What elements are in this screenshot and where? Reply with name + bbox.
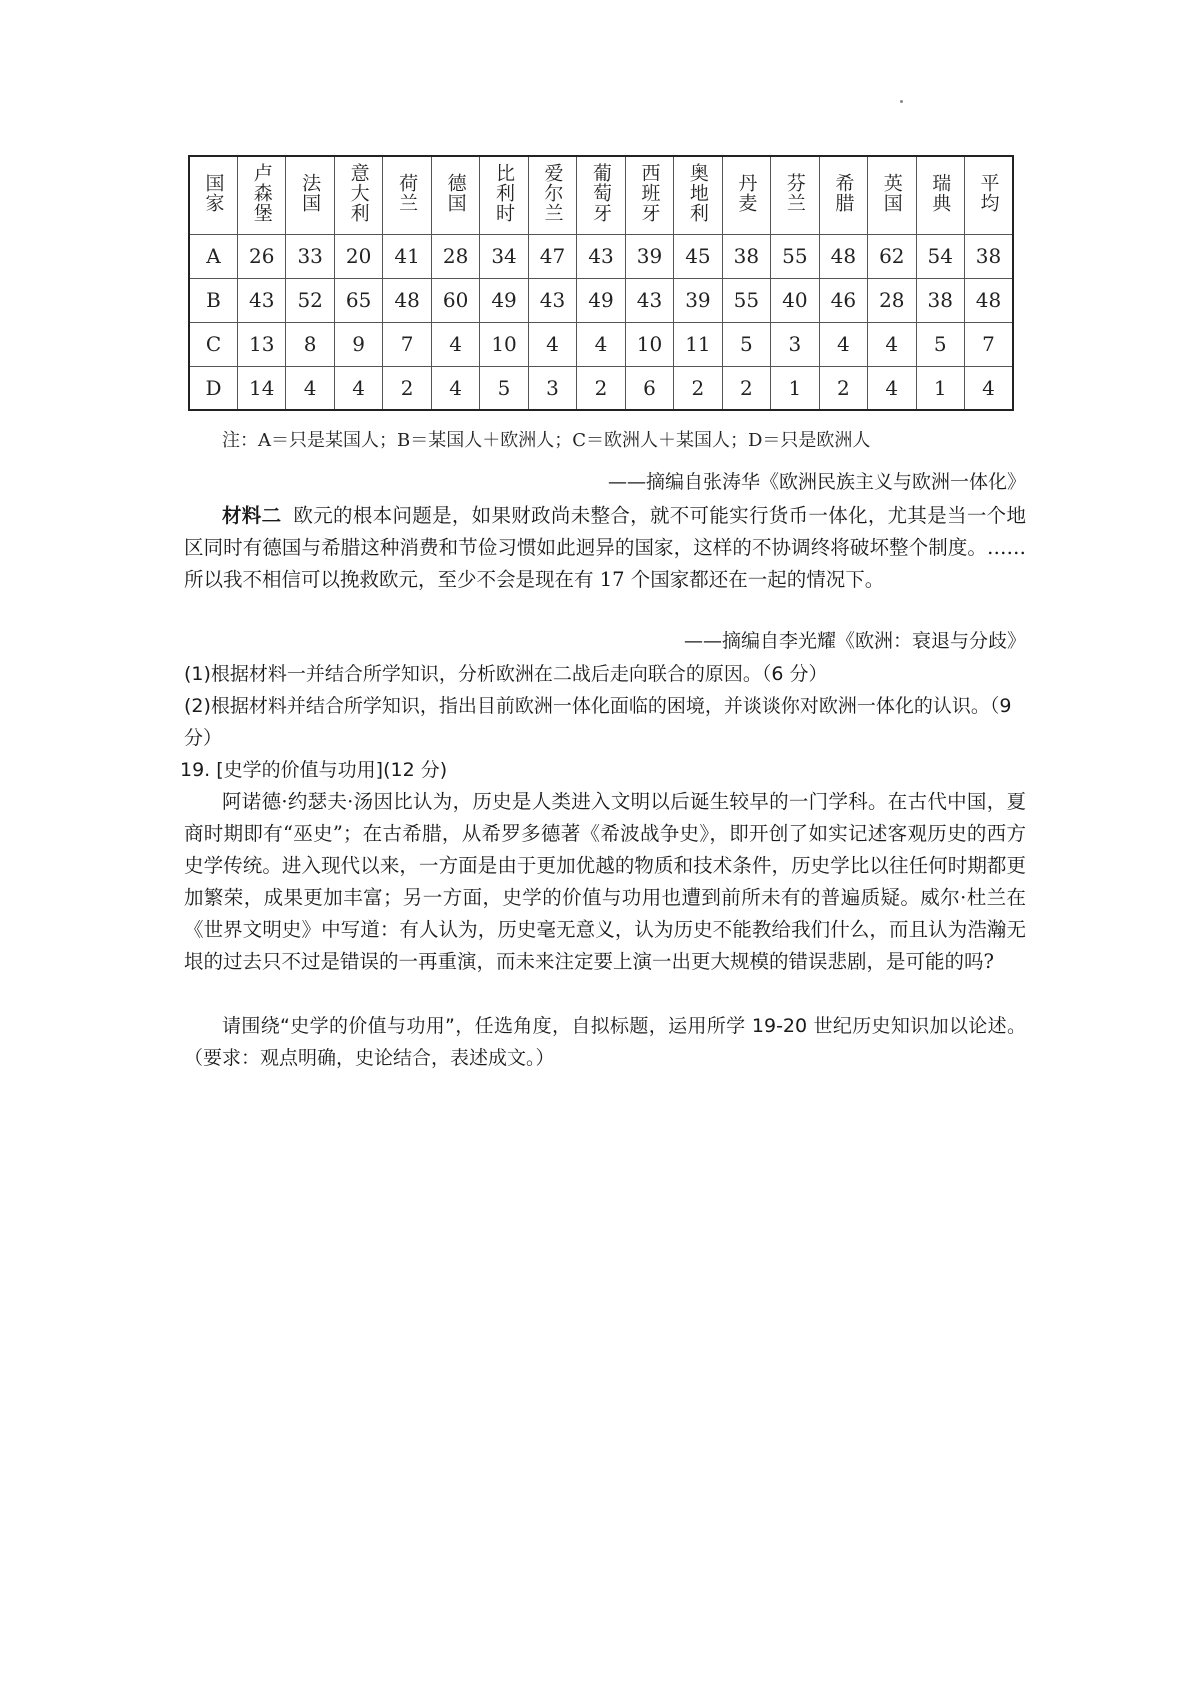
- value-cell: 38: [916, 278, 964, 322]
- value-cell: 10: [480, 322, 528, 366]
- header-label: 爱尔兰: [541, 162, 564, 223]
- header-cell: [480, 156, 528, 234]
- value-cell: 1: [916, 366, 964, 410]
- header-cell: [577, 156, 625, 234]
- row-label-cell: D: [189, 366, 237, 410]
- header-cell: [674, 156, 722, 234]
- header-cell: [722, 156, 770, 234]
- value-cell: 43: [577, 234, 625, 278]
- header-cell: [625, 156, 673, 234]
- value-cell: 49: [577, 278, 625, 322]
- value-cell: 33: [286, 234, 334, 278]
- value-cell: 11: [674, 322, 722, 366]
- value-cell: 7: [383, 322, 431, 366]
- nationality-identity-table: [188, 155, 1014, 411]
- row-label-cell: B: [189, 278, 237, 322]
- header-label: 奥地利: [686, 162, 709, 223]
- header-cell: [286, 156, 334, 234]
- value-cell: 4: [431, 322, 479, 366]
- value-cell: 40: [771, 278, 819, 322]
- row-label-cell: A: [189, 234, 237, 278]
- header-cell: [334, 156, 382, 234]
- header-label: 英国: [880, 172, 903, 213]
- value-cell: 13: [237, 322, 285, 366]
- material-2-label: 材料二: [222, 504, 282, 527]
- question-19-paragraph-1: 阿诺德·约瑟夫·汤因比认为，历史是人类进入文明以后诞生较早的一门学科。在古代中国，夏商时期即有“巫史”；在古希腊，从希罗多德著《希波战争史》，即开创了如实记述客观历史的西方史学传统。进入现代以来，一方面是由于更加优越的物质和技术条件，历史学比以往任何时期都更加繁荣，成果更加丰富；另一方面，史学的价值与功用也遭到前所未有的普遍质疑。威尔·杜兰在《世界文明史》中写道：有人认为，历史毫无意义，认为历史不能教给我们什么，而且认为浩瀚无垠的过去只不过是错误的一再重演，而未来注定要上演一出更大规模的错误悲剧，是可能的吗?: [184, 790, 1026, 973]
- value-cell: 4: [334, 366, 382, 410]
- value-cell: 55: [771, 234, 819, 278]
- data-table: [188, 155, 1014, 411]
- header-cell: [431, 156, 479, 234]
- value-cell: 28: [868, 278, 916, 322]
- row-label-cell: C: [189, 322, 237, 366]
- header-label: 平均: [977, 172, 1000, 213]
- value-cell: 10: [625, 322, 673, 366]
- value-cell: 28: [431, 234, 479, 278]
- material-2-text: 欧元的根本问题是，如果财政尚未整合，就不可能实行货币一体化，尤其是当一个地区同时有德国与希腊这种消费和节俭习惯如此迥异的国家，这样的不协调终将破坏整个制度。……所以我不相信可以挽救欧元，至少不会是现在有 17 个国家都还在一起的情况下。: [184, 504, 1026, 591]
- value-cell: 4: [819, 322, 867, 366]
- value-cell: 48: [819, 234, 867, 278]
- value-cell: 48: [965, 278, 1014, 322]
- header-cell: [383, 156, 431, 234]
- question-19-paragraph-2: 请围绕“史学的价值与功用”，任选角度，自拟标题，运用所学 19-20 世纪历史知识加以论述。（要求：观点明确，史论结合，表述成文。）: [184, 1015, 1026, 1069]
- value-cell: 8: [286, 322, 334, 366]
- header-label: 国家: [202, 172, 225, 213]
- value-cell: 38: [965, 234, 1014, 278]
- value-cell: 1: [771, 366, 819, 410]
- table-header-row: [189, 156, 1013, 234]
- value-cell: 5: [480, 366, 528, 410]
- header-label: 法国: [299, 172, 322, 213]
- value-cell: 49: [480, 278, 528, 322]
- value-cell: 60: [431, 278, 479, 322]
- table-row: [189, 322, 1013, 366]
- header-cell: [965, 156, 1014, 234]
- value-cell: 4: [431, 366, 479, 410]
- value-cell: 43: [625, 278, 673, 322]
- value-cell: 2: [722, 366, 770, 410]
- value-cell: 2: [819, 366, 867, 410]
- value-cell: 43: [528, 278, 576, 322]
- header-cell: [819, 156, 867, 234]
- value-cell: 5: [916, 322, 964, 366]
- value-cell: 55: [722, 278, 770, 322]
- value-cell: 3: [528, 366, 576, 410]
- header-label: 葡萄牙: [589, 162, 612, 223]
- value-cell: 39: [674, 278, 722, 322]
- value-cell: 34: [480, 234, 528, 278]
- header-label: 希腊: [832, 172, 855, 213]
- value-cell: 54: [916, 234, 964, 278]
- value-cell: 2: [577, 366, 625, 410]
- value-cell: 52: [286, 278, 334, 322]
- header-cell: [528, 156, 576, 234]
- value-cell: 43: [237, 278, 285, 322]
- value-cell: 14: [237, 366, 285, 410]
- value-cell: 45: [674, 234, 722, 278]
- value-cell: 46: [819, 278, 867, 322]
- table-row: [189, 366, 1013, 410]
- value-cell: 48: [383, 278, 431, 322]
- table-row: [189, 278, 1013, 322]
- value-cell: 4: [868, 366, 916, 410]
- header-cell: [771, 156, 819, 234]
- header-label: 意大利: [347, 162, 370, 223]
- source-citation-1: ——摘编自张涛华《欧洲民族主义与欧洲一体化》: [607, 471, 1026, 493]
- header-label: 芬兰: [783, 172, 806, 213]
- header-cell: [237, 156, 285, 234]
- scan-speck: [900, 100, 903, 103]
- value-cell: 38: [722, 234, 770, 278]
- value-cell: 3: [771, 322, 819, 366]
- value-cell: 47: [528, 234, 576, 278]
- header-label: 西班牙: [638, 162, 661, 223]
- header-cell: [916, 156, 964, 234]
- value-cell: 9: [334, 322, 382, 366]
- header-label: 德国: [444, 172, 467, 213]
- value-cell: 65: [334, 278, 382, 322]
- value-cell: 4: [577, 322, 625, 366]
- value-cell: 2: [383, 366, 431, 410]
- value-cell: 4: [528, 322, 576, 366]
- value-cell: 5: [722, 322, 770, 366]
- value-cell: 4: [286, 366, 334, 410]
- value-cell: 7: [965, 322, 1014, 366]
- value-cell: 62: [868, 234, 916, 278]
- value-cell: 26: [237, 234, 285, 278]
- value-cell: 39: [625, 234, 673, 278]
- header-cell: [868, 156, 916, 234]
- question-2: (2)根据材料并结合所学知识，指出目前欧洲一体化面临的困境，并谈谈你对欧洲一体化的认识。（9 分）: [184, 695, 1012, 749]
- table-note: 注：A＝只是某国人；B＝某国人＋欧洲人；C＝欧洲人＋某国人；D＝只是欧洲人: [222, 430, 871, 451]
- value-cell: 4: [965, 366, 1014, 410]
- material-2: [184, 500, 1026, 596]
- question-1: (1)根据材料一并结合所学知识，分析欧洲在二战后走向联合的原因。（6 分）: [184, 663, 828, 685]
- value-cell: 2: [674, 366, 722, 410]
- header-label: 瑞典: [929, 172, 952, 213]
- value-cell: 20: [334, 234, 382, 278]
- source-citation-2: ——摘编自李光耀《欧洲：衰退与分歧》: [683, 630, 1026, 652]
- header-label: 荷兰: [396, 172, 419, 213]
- header-label: 比利时: [493, 162, 516, 223]
- header-cell: [189, 156, 237, 234]
- header-label: 卢森堡: [250, 162, 273, 223]
- value-cell: 4: [868, 322, 916, 366]
- value-cell: 6: [625, 366, 673, 410]
- question-19-title: 19. [史学的价值与功用](12 分): [180, 759, 448, 781]
- header-label: 丹麦: [735, 172, 758, 213]
- value-cell: 41: [383, 234, 431, 278]
- table-row: [189, 234, 1013, 278]
